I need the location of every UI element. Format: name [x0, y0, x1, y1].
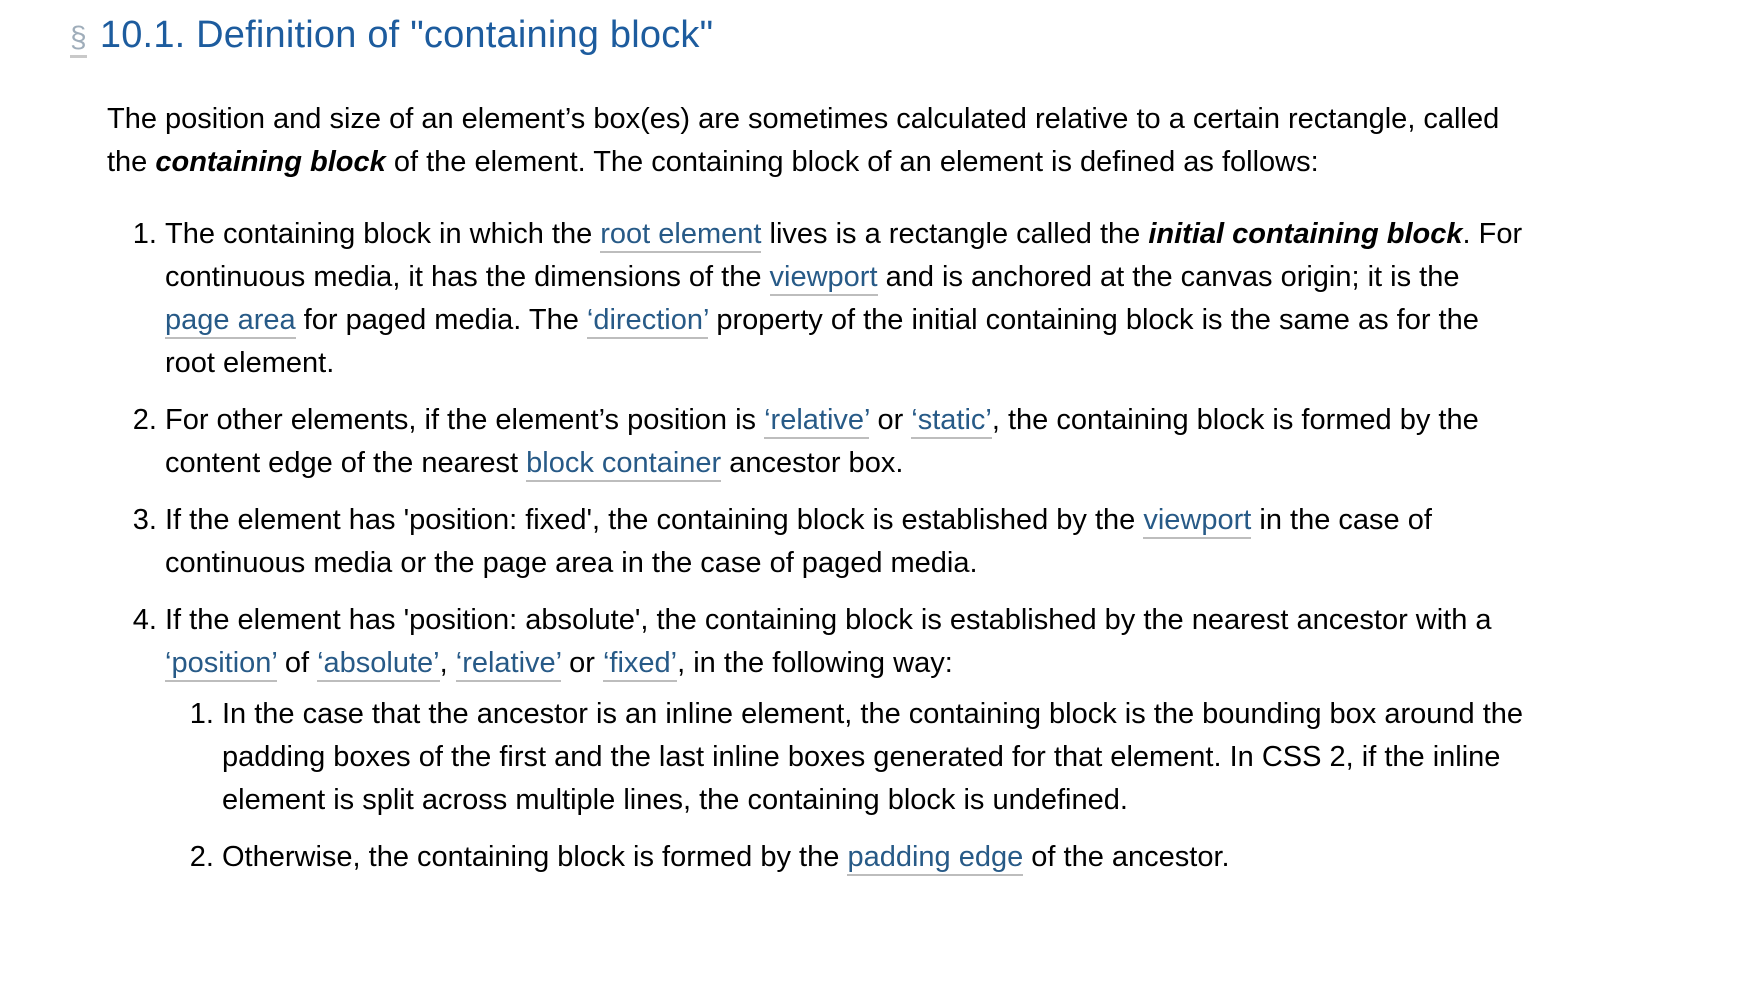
list-item-3-body [165, 504, 1432, 579]
section-heading-text: 10.1. Definition of "containing block" [99, 14, 714, 56]
text-run: of the ancestor. [1023, 840, 1230, 873]
term-link[interactable]: root element [600, 218, 761, 253]
term-link[interactable]: viewport [1143, 504, 1251, 539]
list-item-4 [165, 599, 1530, 879]
text-run: containing block [155, 145, 386, 178]
text-run: or [561, 646, 603, 679]
text-run: of [276, 646, 318, 679]
section-self-link-icon[interactable]: § [70, 21, 87, 58]
text-run: If the element has 'position: fixed', the containing block is established by the [165, 503, 1144, 536]
text-run: . For continuous media, it has the dimensions of the [165, 217, 1523, 293]
text-run: , in the following way: [677, 646, 953, 679]
list-item-2-body [165, 404, 1479, 482]
list-item-4-body [165, 604, 1492, 682]
text-run: , [439, 646, 456, 679]
text-run: The containing block in which the [165, 217, 601, 250]
text-run: in the case of continuous media or the page area in the case of paged media. [165, 503, 1432, 579]
text-run: or [869, 403, 912, 436]
term-link[interactable]: ‘relative’ [764, 404, 869, 439]
term-link[interactable]: ‘relative’ [456, 647, 561, 682]
nested-list-item-2-body [222, 841, 1230, 876]
nested-list-item-1-body [222, 698, 1523, 816]
definition-list [107, 213, 1530, 879]
term-link[interactable]: block container [526, 447, 721, 482]
text-run: If the element has 'position: absolute', the containing block is established by the nearest ancestor with a [165, 603, 1492, 636]
text-run: property of the initial containing block is the same as for the root element. [165, 303, 1479, 379]
section-heading [70, 13, 1530, 59]
term-link[interactable]: ‘direction’ [587, 304, 708, 339]
list-item-2 [165, 399, 1530, 485]
text-run: of the element. The containing block of an element is defined as follows: [385, 145, 1319, 178]
list-item-3 [165, 499, 1530, 585]
text-run: The position and size of an element’s box(es) are sometimes calculated relative to a certain rectangle, called the [107, 102, 1500, 178]
term-link[interactable]: ‘position’ [165, 647, 277, 682]
list-item-1-body [165, 218, 1522, 379]
term-link[interactable]: ‘absolute’ [317, 647, 440, 682]
text-run: lives is a rectangle called the [761, 217, 1149, 250]
intro-paragraph [107, 98, 1530, 184]
term-link[interactable]: ‘static’ [911, 404, 992, 439]
text-run: and is anchored at the canvas origin; it is the [877, 260, 1460, 293]
text-run: initial containing block [1148, 217, 1463, 250]
term-link[interactable]: viewport [770, 261, 878, 296]
nested-list [165, 693, 1530, 879]
list-item-1 [165, 213, 1530, 385]
nested-list-item-1 [222, 693, 1530, 822]
term-link[interactable]: page area [165, 304, 296, 339]
term-link[interactable]: ‘fixed’ [603, 647, 677, 682]
text-run: for paged media. The [295, 303, 587, 336]
text-run: For other elements, if the element’s position is [165, 403, 765, 436]
text-run: , the containing block is formed by the content edge of the nearest [165, 403, 1479, 479]
nested-list-item-2 [222, 836, 1530, 879]
text-run: ancestor box. [721, 446, 904, 479]
term-link[interactable]: padding edge [847, 841, 1023, 876]
text-run: In the case that the ancestor is an inline element, the containing block is the bounding box around the padding boxes of the first and the last inline boxes generated for that element. In CSS 2, if the inline element is split across multiple lines, the containing block is undefined. [222, 697, 1524, 816]
text-run: Otherwise, the containing block is formed by the [222, 840, 848, 873]
